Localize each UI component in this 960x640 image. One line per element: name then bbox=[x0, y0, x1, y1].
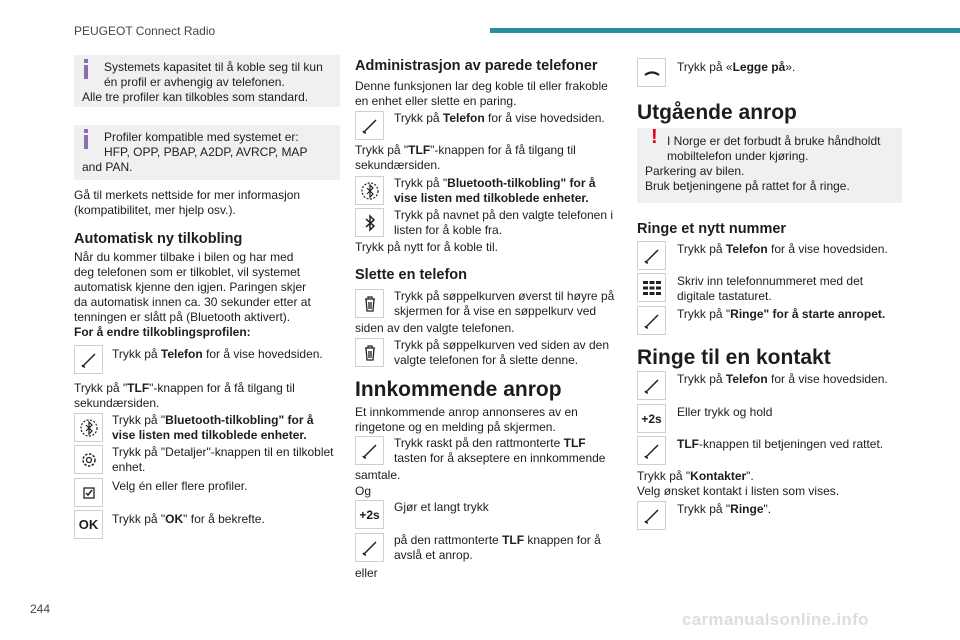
heading-admin-paired: Administrasjon av parede telefoner bbox=[355, 58, 598, 74]
phone-icon bbox=[355, 533, 384, 562]
phone-icon bbox=[637, 306, 666, 335]
admin-paragraph: Denne funksjonen lar deg koble til eller frakoble en enhet eller slette en paring. bbox=[355, 79, 608, 108]
bluetooth-settings-icon bbox=[355, 176, 384, 205]
step-bluetooth: Trykk på "Bluetooth-tilkobling" for å vise listen med tilkoblede enheter. bbox=[112, 413, 314, 442]
admin-step-disconnect: Trykk på navnet på den valgte telefonen i listen for å koble fra. bbox=[394, 208, 614, 237]
header-accent-bar bbox=[490, 28, 960, 33]
heading-incoming-call: Innkommende anrop bbox=[355, 378, 562, 401]
contact-step-tlf: TLF-knappen til betjeningen ved rattet. bbox=[677, 437, 884, 451]
and-text: Og bbox=[355, 484, 372, 498]
step-telefon: Trykk på Telefon for å vise hovedsiden. bbox=[112, 347, 323, 361]
step-tlf: Trykk på "TLF"-knappen for å få tilgang til sekundærsiden. bbox=[74, 381, 295, 410]
info-icon bbox=[84, 59, 88, 79]
step-select-profiles: Velg én eller flere profiler. bbox=[112, 479, 248, 493]
step-ok: Trykk på "OK" for å bekrefte. bbox=[112, 512, 265, 526]
new-step-telefon: Trykk på Telefon for å vise hovedsiden. bbox=[677, 242, 888, 256]
hang-up-icon bbox=[637, 58, 666, 87]
new-step-call: Trykk på "Ringe" for å starte anropet. bbox=[677, 307, 886, 321]
new-step-keypad: Skriv inn telefonnummeret med det digitale tastaturet. bbox=[677, 274, 864, 303]
phone-icon bbox=[637, 501, 666, 530]
heading-call-contact: Ringe til en kontakt bbox=[637, 346, 831, 369]
page-number: 244 bbox=[30, 602, 51, 616]
admin-step-bluetooth: Trykk på "Bluetooth-tilkobling" for å vise listen med tilkoblede enheter. bbox=[394, 176, 596, 205]
phone-icon bbox=[637, 241, 666, 270]
incoming-long-press: Gjør et langt trykk bbox=[394, 500, 489, 514]
trash-icon bbox=[355, 338, 384, 367]
running-header: PEUGEOT Connect Radio bbox=[74, 24, 216, 38]
phone-icon bbox=[355, 436, 384, 465]
admin-step-telefon: Trykk på Telefon for å vise hovedsiden. bbox=[394, 111, 605, 125]
long-press-2s-icon: +2s bbox=[355, 500, 384, 529]
ok-icon: OK bbox=[74, 510, 103, 539]
heading-outgoing-call: Utgående anrop bbox=[637, 101, 797, 124]
info-note-compatible: Profiler kompatible med systemet er: HFP, OPP, PBAP, A2DP, AVRCP, MAP and PAN. bbox=[74, 125, 340, 180]
checkbox-icon bbox=[74, 478, 103, 507]
or-text: eller bbox=[355, 566, 378, 580]
incoming-step-reject: på den rattmonterte TLF knappen for å avslå et anrop. bbox=[394, 533, 601, 562]
bluetooth-settings-icon bbox=[74, 413, 103, 442]
incoming-step-accept: Trykk raskt på den rattmonterte TLF tasten for å akseptere en innkommende bbox=[394, 436, 606, 465]
warning-icon: ! bbox=[651, 126, 658, 148]
contact-step-telefon: Trykk på Telefon for å vise hovedsiden. bbox=[677, 372, 888, 386]
phone-icon bbox=[637, 371, 666, 400]
admin-step-tlf: Trykk på "TLF"-knappen for å få tilgang til sekundærsiden. bbox=[355, 143, 576, 172]
heading-delete-phone: Slette en telefon bbox=[355, 267, 467, 283]
phone-icon bbox=[355, 111, 384, 140]
info-icon bbox=[84, 129, 88, 149]
delete-step-2: Trykk på søppelkurven ved siden av den valgte telefonen for å slette denne. bbox=[394, 338, 609, 367]
long-press-2s-icon: +2s bbox=[637, 404, 666, 433]
incoming-step-accept-cont: samtale. bbox=[355, 468, 401, 482]
auto-reconnect-paragraph: Når du kommer tilbake i bilen og har med deg telefonen som er tilkoblet, vil systemet automatisk kjenne den igjen. Paringen skjer da automatisk innen ca. 30 sekunder etter at tenningen er slått på (Bluetooth aktivert). For å endre tilkoblingsprofilen: bbox=[74, 250, 311, 339]
phone-icon bbox=[74, 345, 103, 374]
delete-step-1-cont: siden av den valgte telefonen. bbox=[355, 321, 515, 335]
delete-step-1: Trykk på søppelkurven øverst til høyre på skjermen for å vise en søppelkurv ved bbox=[394, 289, 615, 318]
step-details: Trykk på "Detaljer"-knappen til en tilkoblet enhet. bbox=[112, 445, 334, 474]
heading-new-number: Ringe et nytt nummer bbox=[637, 221, 787, 237]
keypad-icon bbox=[637, 273, 666, 302]
website-paragraph: Gå til merkets nettside for mer informasjon (kompatibilitet, mer hjelp osv.). bbox=[74, 188, 301, 217]
admin-step-reconnect: Trykk på nytt for å koble til. bbox=[355, 240, 498, 254]
contact-step-contacts: Trykk på "Kontakter". Velg ønsket kontakt i listen som vises. bbox=[637, 469, 840, 498]
bluetooth-icon bbox=[355, 208, 384, 237]
trash-icon bbox=[355, 289, 384, 318]
step-hang-up: Trykk på «Legge på». bbox=[677, 60, 796, 74]
contact-step-hold: Eller trykk og hold bbox=[677, 405, 773, 419]
contact-step-call: Trykk på "Ringe". bbox=[677, 502, 772, 516]
heading-auto-reconnect: Automatisk ny tilkobling bbox=[74, 231, 243, 247]
info-note-profile: Systemets kapasitet til å koble seg til kun én profil er avhengig av telefonen. Alle tre profiler kan tilkobles som standard. bbox=[74, 55, 340, 107]
watermark: carmanualsonline.info bbox=[682, 610, 869, 629]
gear-icon bbox=[74, 445, 103, 474]
warning-note: ! I Norge er det forbudt å bruke håndholdt mobiltelefon under kjøring. Parkering av bilen. Bruk betjeningene på rattet for å ringe. bbox=[637, 128, 902, 203]
phone-icon bbox=[637, 436, 666, 465]
incoming-paragraph: Et innkommende anrop annonseres av en ringetone og en melding på skjermen. bbox=[355, 405, 578, 434]
